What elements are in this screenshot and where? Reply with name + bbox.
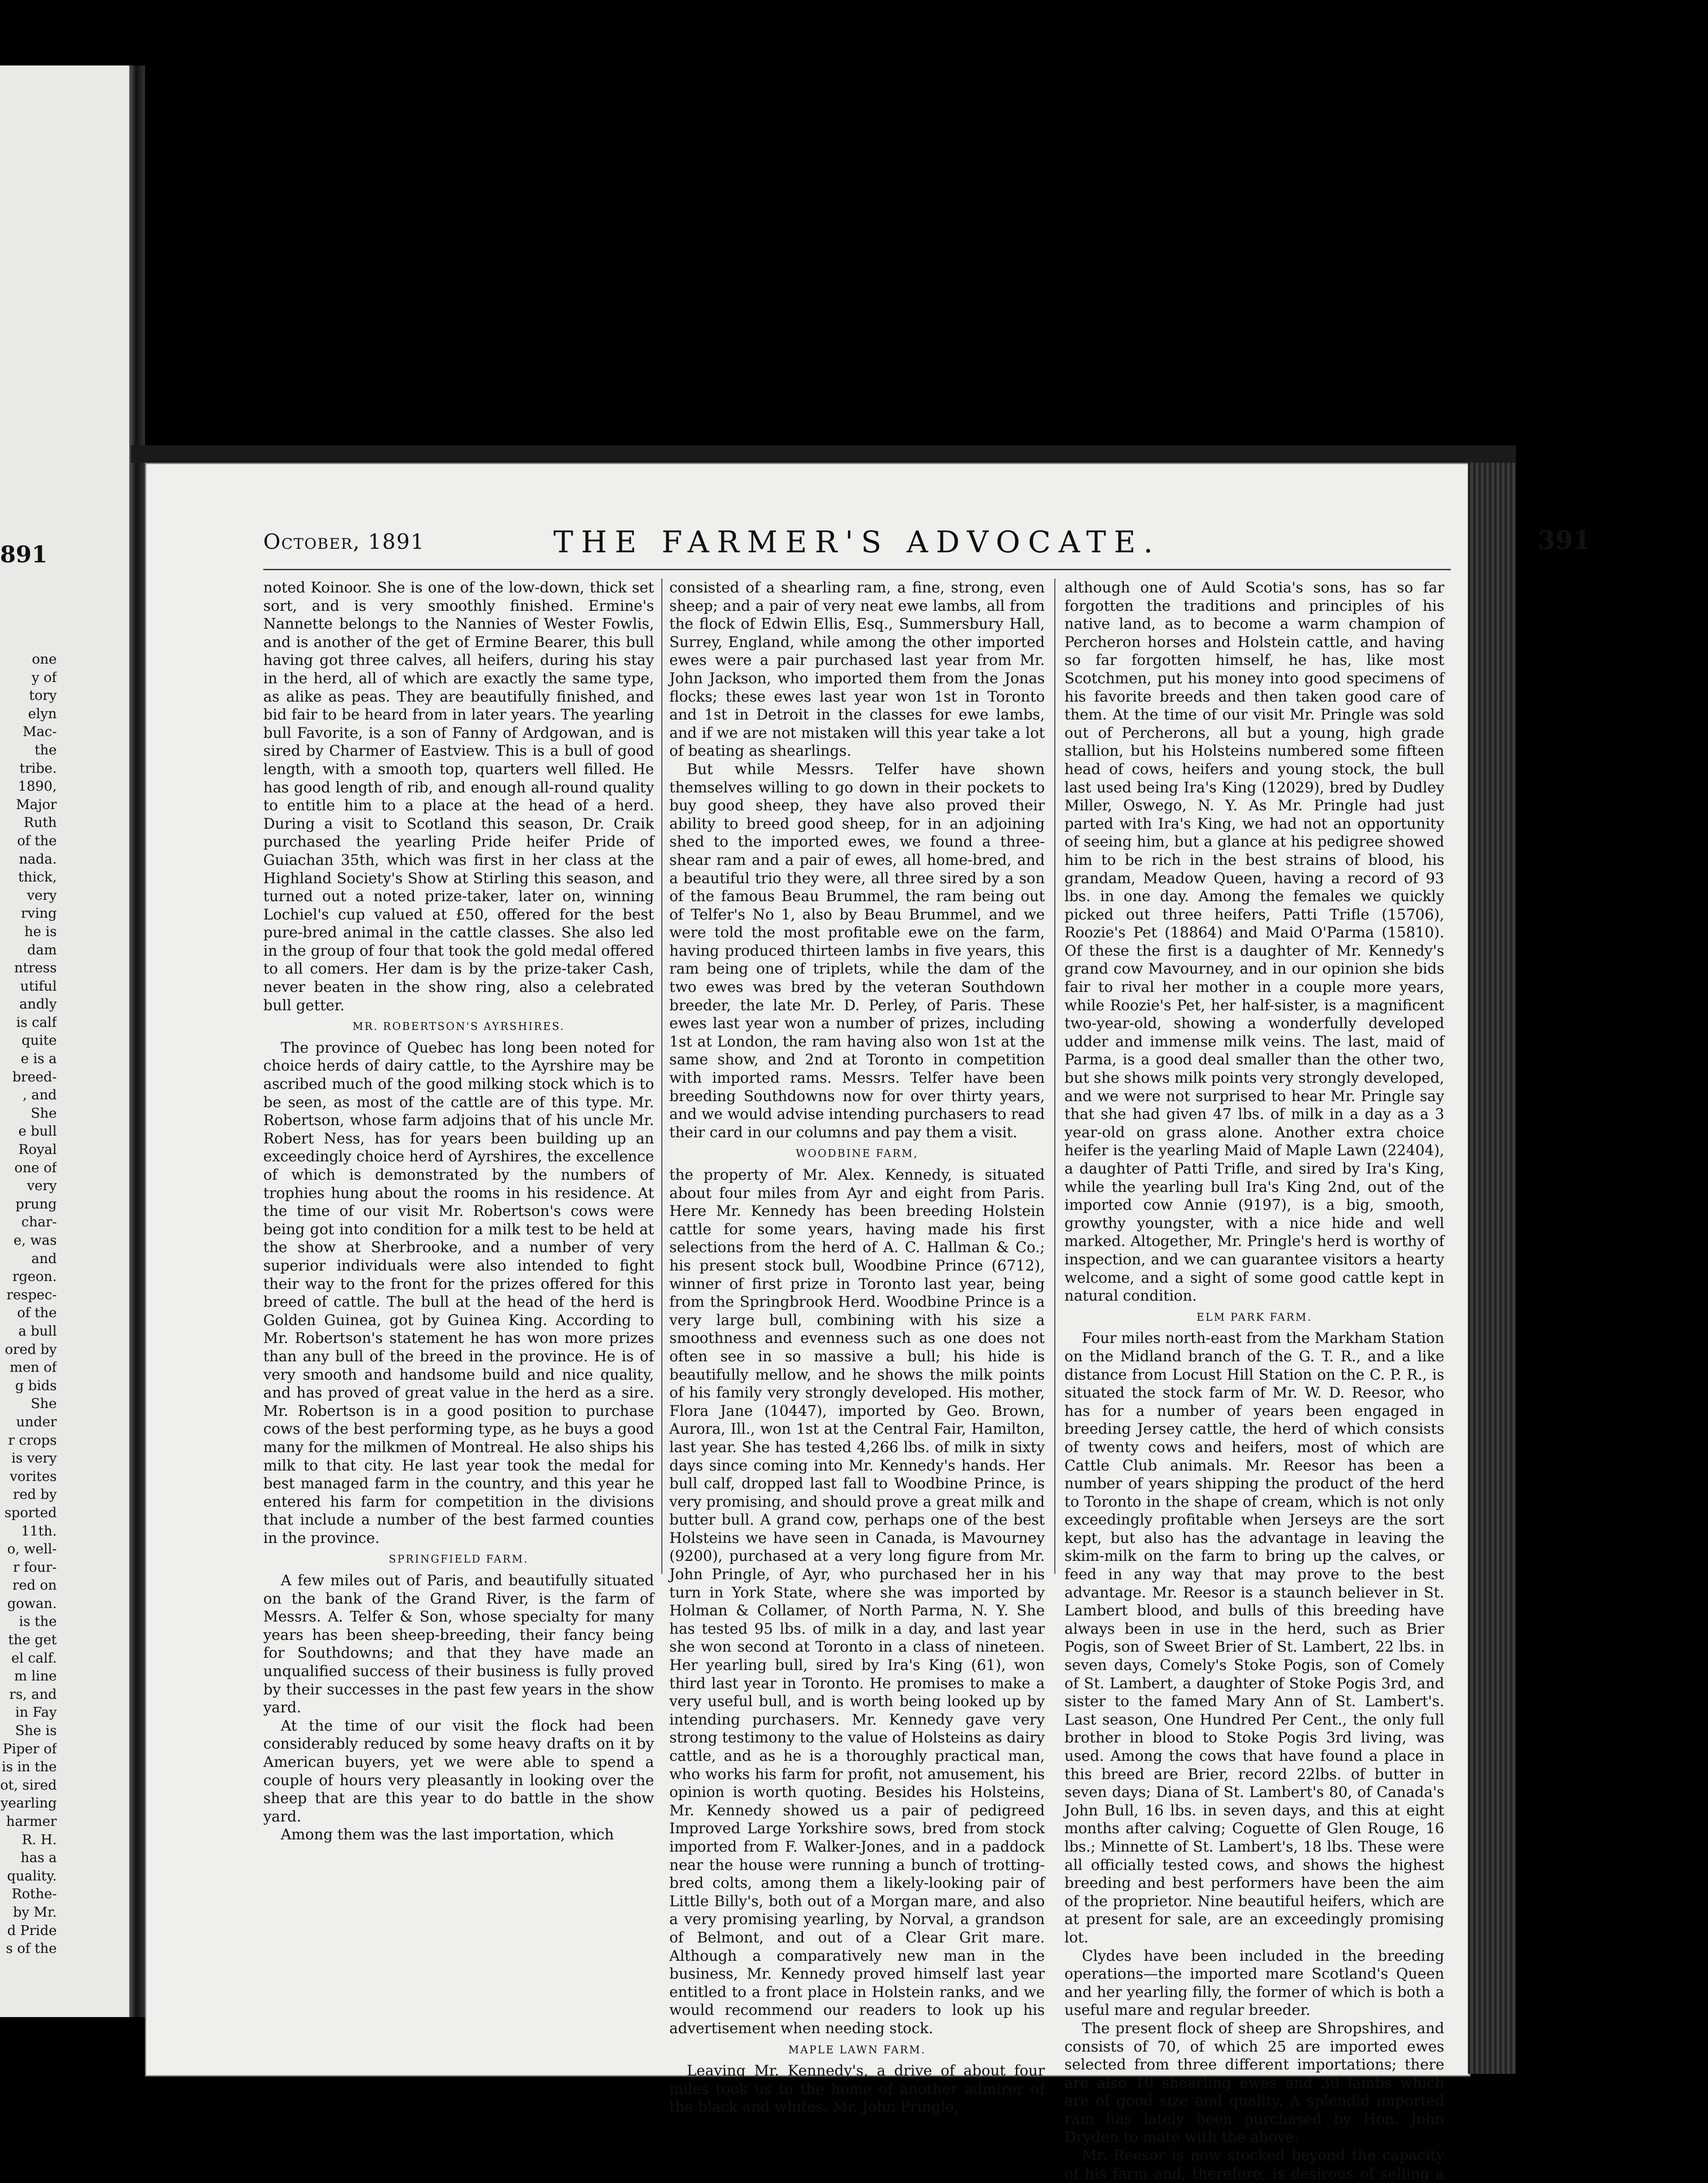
previous-page-fragment: Mac- — [22, 724, 57, 740]
previous-page-fragment: very — [27, 887, 57, 903]
previous-page-fragment: d Pride — [7, 1922, 57, 1939]
previous-page-fragment: in Fay — [15, 1704, 57, 1721]
paragraph: noted Koinoor. She is one of the low-down, thick set sort, and is very smoothly finished. Ermine's Nannette belongs to the Nannies of Wester Fowlis, and is another of the get of Ermine Bearer, this bull having got three calves, all heifers, during his stay in the herd, all of which are exactly the same type, as alike as peas. They are beautifully finished, and bid fair to be heard from in later years. The yearling bull Favorite, is a son of Fanny of Ardgowan, and is sired by Charmer of Eastview. This is a bull of good length, with a smooth top, quarters well filled. He has good length of rib, and enough all-round quality to entitle him to a place at the head of a herd. During a visit to Scotland this season, Dr. Craik purchased the yearling Pride heifer Pride of Guiachan 35th, which was first in her class at the Highland Society's Show at Stirling this season, and turned out a noted prize-taker, later on, winning Lochiel's cup valued at £50, offered for the best pure-bred animal in the cattle classes. She also led in the group of four that took the gold medal offered to all comers. Her dam is by the prize-taker Cash, never beaten in the show ring, also a celebrated bull getter. — [263, 579, 654, 1014]
previous-page-fragment: is the — [19, 1614, 57, 1630]
previous-page-fragment: breed- — [12, 1069, 57, 1085]
paragraph: Mr. Reesor is now stocked beyond the capacity of his farm and, therefore, is desirous of selling a — [1064, 2147, 1444, 2182]
section-heading: MAPLE LAWN FARM. — [788, 2043, 926, 2056]
previous-page-fragment: is very — [11, 1450, 57, 1467]
previous-page-fragment: e bull — [18, 1123, 57, 1140]
page-top-shadow — [131, 445, 1516, 463]
previous-page-fragment: She is — [15, 1723, 57, 1739]
previous-page-fragment: quite — [21, 1033, 57, 1049]
column-2 — [669, 578, 1045, 2116]
previous-page-fragment: the — [34, 742, 57, 758]
previous-page-fragment: a bull — [18, 1323, 57, 1339]
running-head — [263, 516, 1591, 560]
previous-page-fragment: is in the — [1, 1759, 57, 1775]
previous-page-fragment: red on — [12, 1577, 57, 1594]
previous-page-fragment: is calf — [16, 1014, 57, 1030]
paragraph: the property of Mr. Alex. Kennedy, is situated about four miles from Ayr and eight from Paris. Here Mr. Kennedy has been breeding Holstein cattle for some years, having made his first selections from the herd of A. C. Hallman & Co.; his present stock bull, Woodbine Prince (6712), winner of first prize in Toronto last year, being from the Springbrook Herd. Woodbine Prince is a very large bull, combining with his size a smoothness and evenness such as one does not often see in so massive a bull; his hide is beautifully mellow, and he shows the milk points of his family very strongly developed. His mother, Flora Jane (10447), imported by Geo. Brown, Aurora, Ill., won 1st at the Central Fair, Hamilton, last year. She has tested 4,266 lbs. of milk in sixty days since coming into Mr. Kennedy's hands. Her bull calf, dropped last fall to Woodbine Prince, is very promising, and should prove a great milk and butter bull. A grand cow, perhaps one of the best Holsteins we have seen in Canada, is Mavourney (9200), purchased at a very long figure from Mr. John Pringle, of Ayr, who purchased her in his turn in York State, where she was imported by Holman & Collamer, of North Parma, N. Y. She has tested 95 lbs. of milk in a day, and last year she won second at Toronto in a class of nineteen. Her yearling bull, sired by Ira's King (61), won third last year in Toronto. He promises to make a very useful bull, and is worth being looked up by intending purchasers. Mr. Kennedy gave very strong testimony to the value of Holsteins as dairy cattle, and as he is a thoroughly practical man, who works his farm for profit, not amusement, his opinion is worth quoting. Besides his Holsteins, Mr. Kennedy showed us a pair of pedigreed Improved Large Yorkshire sows, bred from stock imported from F. Walker-Jones, and in a paddock near the house were running a bunch of trotting-bred colts, among them a likely-looking pair of Little Billy's, both out of a Morgan mare, and also a very promising yearling, by Norval, a grandson of Belmont, and out of a Clear Grit mare. Although a comparatively new man in the business, Mr. Kennedy proved himself last year entitled to a front place in Holstein ranks, and we would recommend our readers to look up his advertisement when needing stock. — [669, 1166, 1045, 2037]
previous-page-fragment: utiful — [20, 978, 57, 994]
paragraph: Leaving Mr. Kennedy's, a drive of about four miles took us to the home of another admirer of the black and whites. Mr. John Pringle, — [669, 2062, 1045, 2116]
previous-page-fragment: R. H. — [22, 1832, 57, 1848]
previous-page-fragment: Rothe- — [11, 1886, 57, 1902]
previous-page-fragment: She — [31, 1105, 57, 1121]
previous-page-fragment: ot, sired — [0, 1777, 57, 1793]
previous-page-fragment: he is — [24, 923, 57, 940]
paragraph: The present flock of sheep are Shropshires, and consists of 70, of which 25 are imported ewes selected from three different importations; there are also 10 shearling ewes and 30 lambs which are of good size and quality. A splendid imported ram has lately been purchased by Hon. John Dryden to mate with the above. — [1064, 2019, 1444, 2146]
previous-page-fragment: ntress — [14, 960, 57, 976]
previous-page-fragment: r four- — [13, 1559, 57, 1575]
paragraph: Four miles north-east from the Markham Station on the Midland branch of the G. T. R., and a like distance from Locust Hill Station on the C. P. R., is situated the stock farm of Mr. W. D. Reesor, who has for a number of years been engaged in breeding Jersey cattle, the herd of which consists of twenty cows and heifers, most of which are Cattle Club animals. Mr. Reesor has been a number of years shipping the product of the herd to Toronto in the shape of cream, which is not only exceedingly profitable when Jerseys are the sort kept, but also has the advantage in leaving the skim-milk on the farm to bring up the calves, or feed in any way that may prove to the best advantage. Mr. Reesor is a staunch believer in St. Lambert blood, and bulls of this breeding have always been in use in the herd, such as Brier Pogis, son of Sweet Brier of St. Lambert, 22 lbs. in seven days, Comely's Stoke Pogis, son of Comely of St. Lambert, a daughter of Stoke Pogis 3rd, and sister to the famed Mary Ann of St. Lambert's. Last season, One Hundred Per Cent., the only full brother in blood to Stoke Pogis 3rd living, was used. Among the cows that have found a place in this breed are Brier, record 22lbs. of butter in seven days; Diana of St. Lambert's 80, of Canada's John Bull, 16 lbs. in seven days, and this at eight months after calving; Coguette of Glen Rouge, 16 lbs.; Minnette of St. Lambert's, 18 lbs. These were all officially tested cows, and shows the highest breeding and best performers have been the aim of the proprietor. Nine beautiful heifers, which are at present for sale, are an exceedingly promising lot. — [1064, 1329, 1444, 1946]
previous-page-fragment: Major — [16, 796, 57, 813]
previous-page-fragment: vorites — [10, 1468, 57, 1484]
book-gutter — [129, 65, 145, 2017]
paragraph: A few miles out of Paris, and beautifully situated on the bank of the Grand River, is the farm of Messrs. A. Telfer & Son, whose specialty for many years has been sheep-breeding, their fancy being for Southdowns; and that they have made an unqualified success of their business is fully proved by their successes in the past few years in the show yard. — [263, 1572, 654, 1716]
page-stack-edge — [1468, 463, 1516, 2074]
previous-page-fragment: ored by — [5, 1341, 57, 1357]
paragraph: Clydes have been included in the breeding operations—the imported mare Scotland's Queen and her yearling filly, the former of which is both a useful mare and regular breeder. — [1064, 1947, 1444, 2019]
previous-page-fragment: She — [31, 1396, 57, 1412]
previous-page-fragment: by Mr. — [13, 1904, 57, 1920]
previous-page-fragment: men of — [10, 1360, 57, 1376]
previous-page-fragment: sported — [4, 1505, 57, 1521]
previous-page-fragment: char- — [21, 1214, 57, 1230]
previous-page-fragment: and — [31, 1250, 57, 1267]
article-columns — [263, 578, 1494, 2182]
previous-page-fragment: dam — [27, 942, 57, 958]
previous-page-fragment: thick, — [18, 869, 57, 885]
previous-page-fragment: Royal — [18, 1142, 57, 1158]
previous-page-fragment: elyn — [28, 706, 57, 722]
paragraph: The province of Quebec has long been noted for choice herds of dairy cattle, to the Ayrshire may be ascribed much of the good milking stock which is to be seen, as most of the cattle are of this type. Mr. Robertson, whose farm adjoins that of his uncle Mr. Robert Ness, has for years been building up an exceedingly choice herd of Ayrshires, the excellence of which is demonstrated by the numbers of trophies hung about the rooms in his residence. At the time of our visit Mr. Robertson's cows were being got into condition for a milk test to be held at the show at Sherbrooke, and a number of very superior individuals were also intended to fight their way to the front for the prizes offered for this breed of cattle. The bull at the head of the herd is Golden Guinea, got by Guinea King. According to Mr. Robertson's statement he has won more prizes than any bull of the breed in the province. He is of very smooth and handsome build and nice quality, and has proved of great value in the herd as a sire. Mr. Robertson is in a good position to purchase cows of the best performing type, as he buys a good many for the milkmen of Montreal. He also ships his milk to that city. He last year took the medal for best managed farm in the country, and this year he entered his farm for competition in the divisions that include a number of the best farmed counties in the province. — [263, 1039, 654, 1546]
previous-page-fragment: s of the — [6, 1941, 57, 1957]
header-rule — [263, 569, 1451, 570]
column-3 — [1064, 578, 1444, 2183]
previous-page-fragment: of the — [17, 833, 57, 849]
previous-page-fragment: nada. — [19, 851, 57, 867]
page — [145, 463, 1591, 2182]
previous-page-fragment: respec- — [6, 1287, 57, 1303]
section-heading: ELM PARK FARM. — [1196, 1311, 1312, 1323]
previous-page-fragment: under — [16, 1414, 57, 1430]
previous-page-fragment: red by — [13, 1487, 57, 1503]
column-rule — [661, 578, 662, 1574]
previous-page-fragment: e is a — [21, 1051, 57, 1067]
previous-page-fragment: harmer — [6, 1814, 57, 1829]
previous-page-fragment: r crops — [8, 1432, 57, 1448]
paragraph: At the time of our visit the flock had been considerably reduced by some heavy drafts on it by American buyers, yet we were able to spend a couple of hours very pleasantly in looking over the sheep that are this year to do battle in the show yard. — [263, 1717, 654, 1825]
previous-page-fragment: very — [27, 1178, 57, 1194]
previous-page-fragment: one of — [14, 1160, 57, 1176]
previous-page-fragment: y of — [31, 669, 57, 685]
previous-page-fragment: e, was — [14, 1233, 57, 1248]
previous-page-fragment: one — [32, 651, 57, 667]
previous-page-fragment: of the — [17, 1305, 57, 1321]
previous-page-fragment: yearling — [0, 1795, 57, 1811]
previous-page-fragment: the get — [8, 1632, 57, 1648]
previous-page-fragment: quality. — [7, 1868, 57, 1884]
section-heading: WOODBINE FARM, — [795, 1147, 919, 1160]
paragraph: consisted of a shearling ram, a fine, strong, even sheep; and a pair of very neat ewe lambs, all from the flock of Edwin Ellis, Esq., Summersbury Hall, Surrey, England, while among the other imported ewes were a pair purchased last year from Mr. John Jackson, who imported them from the Jonas flocks; these ewes last year won 1st in Toronto and 1st in Detroit in the classes for ewe lambs, and if we are not mistaken will this year take a lot of beating as shearlings. — [669, 579, 1045, 760]
paragraph: Among them was the last importation, which — [281, 1826, 614, 1843]
previous-page-number: 891 — [0, 541, 48, 568]
previous-page-fragment: tory — [29, 688, 57, 704]
paragraph: But while Messrs. Telfer have shown themselves willing to go down in their pockets to buy good sheep, they have also proved their ability to breed good sheep, for in an adjoining shed to the imported ewes, we found a three-shear ram and a pair of ewes, all home-bred, and a beautiful trio they were, all three sired by a son of the famous Beau Brummel, the ram being out of Telfer's No 1, also by Beau Brummel, and we were told the most profitable ewe on the farm, having produced thirteen lambs in five years, this ram being one of triplets, while the dam of the two ewes was bred by the veteran Southdown breeder, the late Mr. D. Perley, of Paris. These ewes last year won a number of prizes, including 1st at London, the ram having also won 1st at the same show, and 2nd at Toronto in competition with imported rams. Messrs. Telfer have been breeding Southdowns now for over thirty years, and we would advise intending purchasers to read their card in our columns and pay them a visit. — [669, 760, 1045, 1141]
paragraph: although one of Auld Scotia's sons, has so far forgotten the traditions and principles of his native land, as to become a warm champion of Percheron horses and Holstein cattle, and having so far forgotten himself, he has, like most Scotchmen, put his money into good specimens of his favorite breeds and then taken good care of them. At the time of our visit Mr. Pringle was sold out of Percherons, all but a young, high grade stallion, but his Holsteins numbered some fifteen head of cows, heifers and young stock, the bull last used being Ira's King (12029), bred by Dudley Miller, Oswego, N. Y. As Mr. Pringle had just parted with Ira's King, we had not an opportunity of seeing him, but a glance at his pedigree showed him to be rich in the best strains of blood, his grandam, Meadow Queen, having a record of 93 lbs. in one day. Among the females we quickly picked out three heifers, Patti Trifle (15706), Roozie's Pet (18864) and Maid O'Parma (15810). Of these the first is a daughter of Mr. Kennedy's grand cow Mavourney, and in our opinion she bids fair to rival her mother in a couple more years, while Roozie's Pet, her half-sister, is a magnificent two-year-old, showing a wonderfully developed udder and immense milk veins. The last, maid of Parma, is a good deal smaller than the other two, but she shows milk points very strongly developed, and we were not surprised to hear Mr. Pringle say that she had given 47 lbs. of milk in a day as a 3 year-old on grass alone. Another extra choice heifer is the yearling Maid of Maple Lawn (22404), a daughter of Patti Trifle, and sired by Ira's King, while the yearling bull Ira's King 2nd, out of the imported cow Annie (9197), is a big, smooth, growthy youngster, with a nice hide and well marked. Altogether, Mr. Pringle's herd is worthy of inspection, and we can guarantee visitors a hearty welcome, and a sight of some good cattle kept in natural condition. — [1064, 579, 1444, 1305]
previous-page-fragment: , and — [23, 1087, 57, 1103]
previous-page-fragment: m line — [14, 1668, 57, 1684]
previous-page-fragment: Piper of — [3, 1741, 57, 1757]
issue-date: October, 1891 — [263, 530, 425, 554]
column-rule — [1054, 578, 1055, 1574]
masthead-title: THE FARMER'S ADVOCATE. — [553, 525, 1161, 560]
previous-page-fragment: andly — [19, 996, 57, 1012]
section-heading: SPRINGFIELD FARM. — [389, 1553, 529, 1566]
previous-page — [0, 65, 131, 2017]
previous-page-fragment: prung — [15, 1196, 57, 1212]
previous-page-text-fragments — [0, 651, 57, 1958]
column-1 — [263, 578, 654, 1844]
previous-page-fragment: el calf. — [11, 1650, 57, 1666]
previous-page-fragment: 1890, — [18, 778, 57, 795]
page-number: 391 — [1537, 525, 1591, 555]
previous-page-fragment: rs, and — [9, 1686, 57, 1702]
previous-page-fragment: has a — [21, 1850, 57, 1866]
previous-page-fragment: rgeon. — [12, 1269, 57, 1285]
previous-page-fragment: tribe. — [19, 760, 57, 776]
previous-page-fragment: rving — [21, 906, 57, 922]
previous-page-fragment: gowan. — [7, 1595, 57, 1611]
section-heading: MR. ROBERTSON'S AYRSHIRES. — [352, 1020, 565, 1033]
previous-page-fragment: o, well- — [7, 1541, 57, 1557]
previous-page-fragment: Ruth — [24, 815, 57, 831]
previous-page-fragment: 11th. — [21, 1523, 57, 1539]
previous-page-fragment: g bids — [15, 1377, 57, 1394]
